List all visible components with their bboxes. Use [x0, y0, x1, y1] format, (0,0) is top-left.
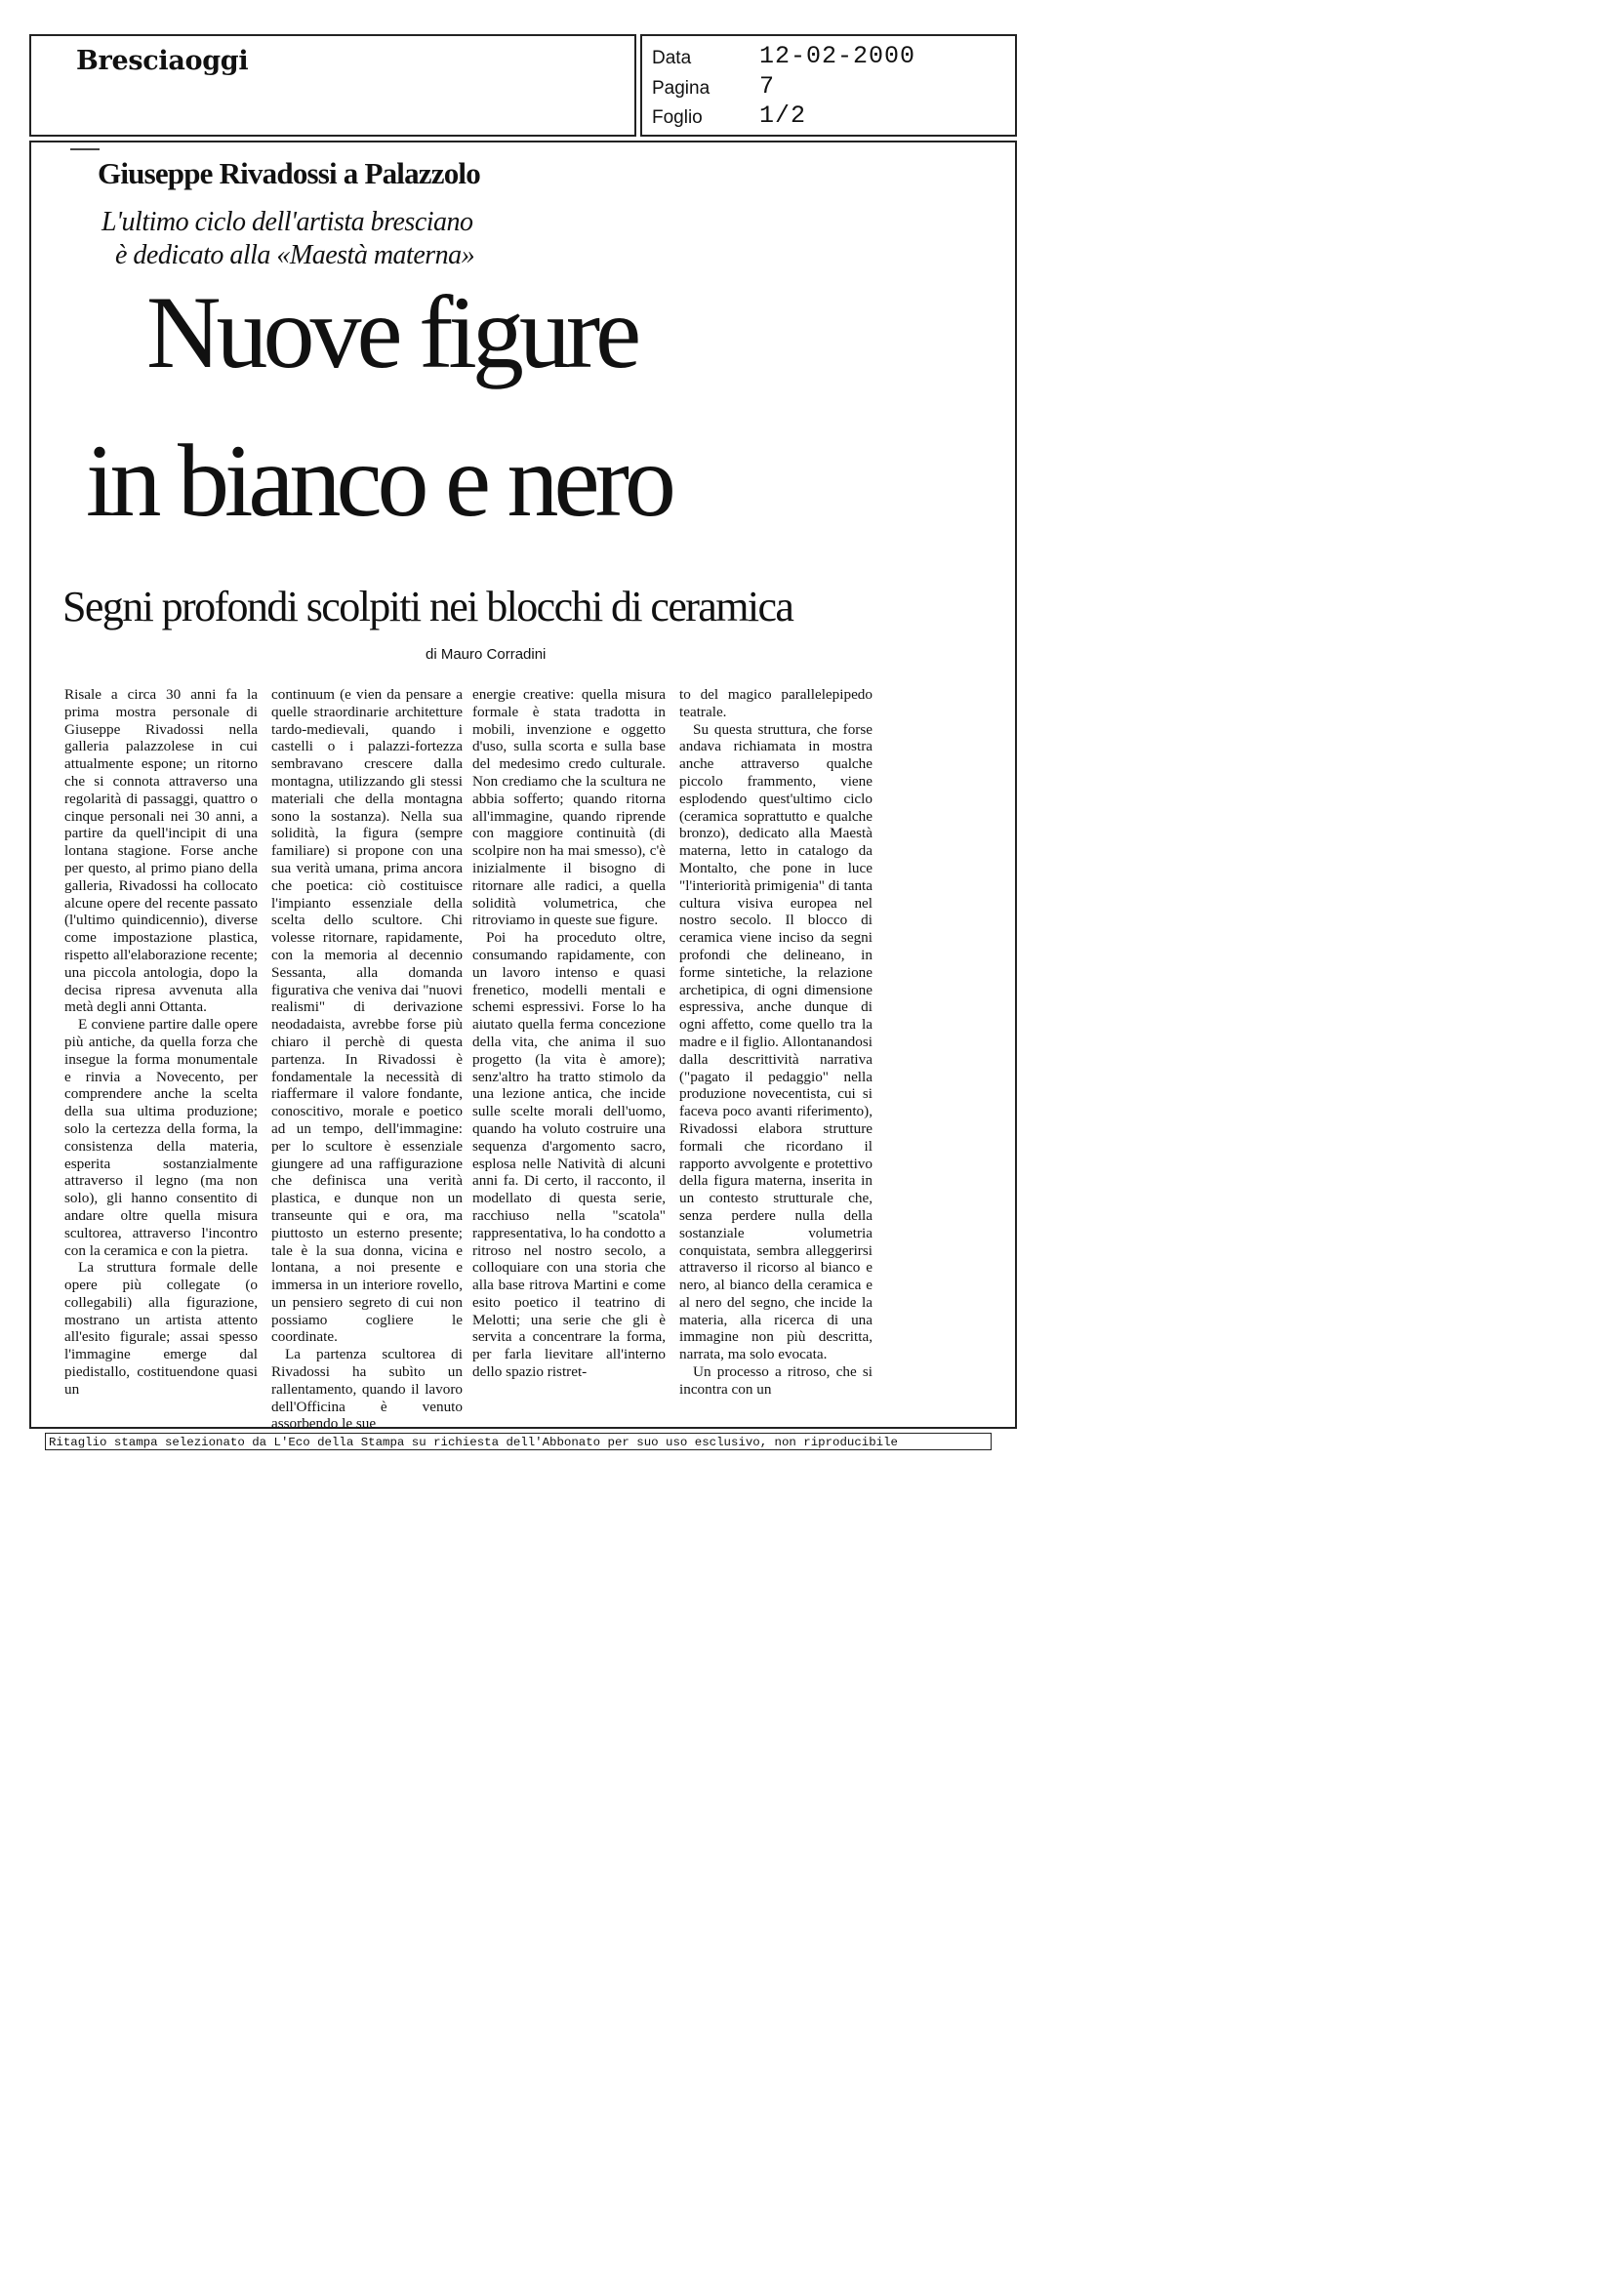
date-label: Data — [652, 48, 692, 68]
sheet-label: Foglio — [652, 107, 703, 128]
article-column-4 — [679, 686, 873, 1399]
article-column-2 — [271, 686, 463, 1433]
paragraph: La partenza scultorea di Rivadossi ha subìto un rallentamento, quando il lavoro dell'Officina è venuto assorbendo le sue — [271, 1346, 463, 1433]
paragraph: energie creative: quella misura formale è stata tradotta in mobili, invenzione e oggetto d'uso, sulla scorta e sulla base del medesimo credo culturale. Non crediamo che la scultura ne abbia sofferto; quando ritorna all'immagine, quando riprende con maggiore continuità (di scolpire non ha mai smesso), c'è inizialmente il bisogno di ritornare alle radici, a quella solidità volumetrica, che ritroviamo in queste sue figure. — [472, 686, 666, 929]
page-label: Pagina — [652, 78, 710, 99]
paragraph: Un processo a ritroso, che si incontra con un — [679, 1363, 873, 1398]
clipping-notice: Ritaglio stampa selezionato da L'Eco della Stampa su richiesta dell'Abbonato per suo uso esclusivo, non riproducibile — [45, 1433, 992, 1450]
masthead-box — [29, 34, 636, 137]
newspaper-masthead: Bresciaoggi — [76, 46, 249, 76]
byline: di Mauro Corradini — [426, 646, 547, 663]
article-subtitle-line1: L'ultimo ciclo dell'artista bresciano — [102, 207, 473, 237]
paragraph: Su questa struttura, che forse andava richiamata in mostra anche attraverso qualche piccolo frammento, viene esplodendo quest'ultimo ciclo (ceramica soprattutto e qualche bronzo), dedicato alla Maestà materna, letto in catalogo da Montalto, che pone in luce "l'interiorità primigenia" di tanta cultura visiva europea nel nostro secolo. Il blocco di ceramica viene inciso da segni profondi che delineano, in forme sintetiche, la relazione archetipica, di ogni dimensione espressiva, anche dunque di ogni affetto, come quello tra la madre e il figlio. Allontanandosi dalla descrittività narrativa ("pagato il pedaggio" nella produzione novecentista, cui si faceva poco avanti riferimento), Rivadossi elabora strutture formali che ricordano il rapporto avvolgente e protettivo della figura materna, inserita in un contesto strutturale che, senza perdere nulla della sostanziale volumetria conquistata, sembra alleggerirsi attraverso il ricorso al bianco e nero, al bianco della ceramica e al nero del segno, che incide la materia, alla ricerca di una immagine non più descritta, narrata, ma solo evocata. — [679, 720, 873, 1363]
date-row — [652, 42, 1003, 71]
paragraph: Poi ha proceduto oltre, consumando rapidamente, con un lavoro intenso e quasi frenetico, modelli mentali e schemi espressivi. Forse lo ha aiutato quella ferma concezione della vita, che anima il suo progetto (la vita è amore); senz'altro ha tratto stimolo da una lezione antica, che incide sulle scelte morali dell'uomo, quando ha voluto costruire una sequenza d'argomento sacro, esplosa nelle Natività di alcuni anni fa. Di certo, il racconto, il modellato di questa serie, racchiuso nella "scatola" rappresentativa, lo ha condotto a ritroso nel nostro secolo, a colloquiare con una storia che alla base ritrova Martini e come esito poetico il teatrino di Melotti; una serie che gli è servita a concentrare la forma, per farla lievitare all'interno dello spazio ristret- — [472, 929, 666, 1381]
paragraph: E conviene partire dalle opere più antiche, da quella forza che insegue la forma monumentale e rinvia a Novecento, per comprendere anche la scelta della sua ultima produzione; solo la certezza della forma, la consistenza della materia, esperita sostanzialmente attraverso il legno (ma non solo), gli hanno consentito di andare oltre quella misura scultorea, attraverso l'incontro con la ceramica e con la pietra. — [64, 1016, 258, 1259]
article-kicker: Giuseppe Rivadossi a Palazzolo — [98, 156, 480, 190]
headline-line1: Nuove figure — [146, 275, 637, 389]
article-subtitle-line2: è dedicato alla «Maestà materna» — [115, 240, 475, 270]
sheet-value: 1/2 — [759, 102, 807, 130]
page-row — [652, 72, 1003, 102]
article-column-1 — [64, 686, 258, 1399]
paragraph: to del magico parallelepipedo teatrale. — [679, 686, 873, 720]
paragraph: La struttura formale delle opere più collegate (o collegabili) alla figurazione, mostrano un artista attento all'esito figurale; assai spesso l'immagine emerge dal piedistallo, costituendone quasi un — [64, 1259, 258, 1398]
decorative-rule — [70, 148, 100, 150]
clipping-metadata-box — [640, 34, 1017, 137]
paragraph: Risale a circa 30 anni fa la prima mostra personale di Giuseppe Rivadossi nella galleria palazzolese in cui attualmente espone; un ritorno che si connota attraverso una regolarità di passaggi, quattro o cinque personali nei 30 anni, a partire da quell'incipit di una lontana stagione. Forse anche per questo, al primo piano della galleria, Rivadossi ha collocato alcune opere del recente passato (l'ultimo quindicennio), diverse come impostazione plastica, rispetto all'elaborazione recente; una piccola antologia, dopo la decisa ripresa avvenuta alla metà degli anni Ottanta. — [64, 686, 258, 1016]
article-column-3 — [472, 686, 666, 1381]
sheet-row — [652, 102, 1003, 131]
date-value: 12-02-2000 — [759, 42, 916, 70]
page-value: 7 — [759, 72, 776, 101]
headline-line2: in bianco e nero — [86, 424, 671, 538]
article-deck: Segni profondi scolpiti nei blocchi di ceramica — [62, 583, 793, 630]
paragraph: continuum (e vien da pensare a quelle straordinarie architetture tardo-medievali, quando i castelli o i palazzi-fortezza sembravano crescere dalla montagna, utilizzando gli stessi materiali che della montagna sono la sostanza). Nella sua solidità, la figura (sempre familiare) si propone con una sua verità umana, prima ancora che poetica: ciò costituisce l'impianto essenziale della scelta dello scultore. Chi volesse ritornare, rapidamente, con la memoria al decennio Sessanta, alla domanda figurativa che veniva dai "nuovi realismi" di derivazione neodadaista, avrebbe forse più chiaro il perchè di questa partenza. In Rivadossi è fondamentale la necessità di riaffermare il valore fondante, conoscitivo, morale e poetico ad un tempo, dell'immagine: per lo scultore è essenziale giungere ad una raffigurazione che definisca una verità plastica, e dunque non un transeunte qui e ora, ma piuttosto un esterno presente; tale è la sua donna, vicina e lontana, a noi presente e immersa in un interiore rovello, un pensiero segreto di cui non possiamo cogliere le coordinate. — [271, 686, 463, 1346]
